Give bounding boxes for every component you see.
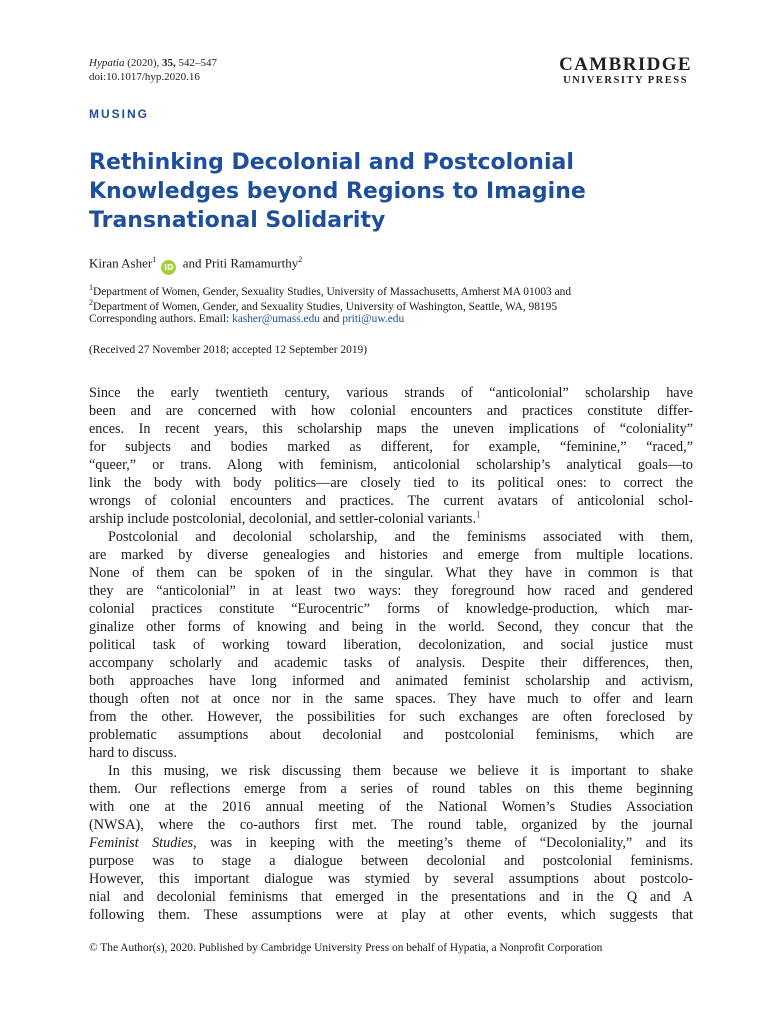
author-connector: and Priti Ramamurthy <box>182 255 299 271</box>
body-line: Since the early twentieth century, various strands of “anticolonial” scholarship have <box>89 385 693 401</box>
author-list <box>89 252 302 275</box>
article-title <box>89 148 649 235</box>
body-line: ginalize other forms of knowing and being in the world. Second, they concur that the <box>89 619 693 635</box>
affiliation-marker: 1 <box>152 255 157 264</box>
email-link-1[interactable]: kasher@umass.edu <box>232 313 321 325</box>
doi[interactable]: doi:10.1017/hyp.2020.16 <box>89 71 200 83</box>
logo-top-text: CAMBRIDGE <box>559 54 692 75</box>
affiliation-marker: 2 <box>89 298 93 307</box>
body-line: wrongs of colonial encounters and practices. The current avatars of anticolonial schol- <box>89 493 693 509</box>
body-line: political task of working toward liberation, decolonization, and social justice must <box>89 637 693 653</box>
body-line: In this musing, we risk discussing them because we believe it is important to shake <box>108 763 693 779</box>
body-line: are marked by diverse genealogies and histories and emerge from multiple locations. <box>89 547 693 563</box>
journal-reference <box>89 56 217 84</box>
affiliation-marker: 1 <box>89 283 93 292</box>
email-link-2[interactable]: priti@uw.edu <box>342 313 405 325</box>
received-dates: (Received 27 November 2018; accepted 12 September 2019) <box>89 344 368 356</box>
orcid-icon[interactable]: iD <box>161 260 176 275</box>
body-line <box>89 834 693 852</box>
footnote-marker[interactable]: 1 <box>476 510 481 520</box>
journal-year: (2020), <box>127 57 160 69</box>
email-connector: and <box>322 313 340 325</box>
body-line: colonial practices constitute “Eurocentric” forms of knowledge-production, which mar- <box>89 601 693 617</box>
body-line: problematic assumptions about decolonial and postcolonial feminisms, which are <box>89 727 693 743</box>
body-line <box>89 510 693 528</box>
journal-name: Hypatia <box>89 57 125 69</box>
body-line: for subjects and bodies marked as different, for example, “feminine,” “raced,” <box>89 439 693 455</box>
title-line: Transnational Solidarity <box>89 208 386 233</box>
body-line: However, this important dialogue was stymied by several assumptions about postcolo- <box>89 871 693 887</box>
affiliation-marker: 2 <box>298 255 303 264</box>
body-line: hard to discuss. <box>89 745 177 761</box>
affiliation-text: Department of Women, Gender, Sexuality Studies, University of Massachusetts, Amherst MA 01003 and <box>93 285 572 298</box>
title-line: Knowledges beyond Regions to Imagine <box>89 179 586 204</box>
body-line: though often not at once nor in the same spaces. They have much to offer and learn <box>89 691 693 707</box>
section-label: MUSING <box>89 107 149 121</box>
affiliation-text: Department of Women, Gender, and Sexuality Studies, University of Washington, Seattle, WA, 98195 <box>93 300 558 313</box>
corresponding-authors <box>89 312 404 326</box>
body-line: nial and decolonial feminisms that emerged in the presentations and in the Q and A <box>89 889 693 905</box>
body-line: accompany scholarly and academic tasks of analysis. Despite their differences, then, <box>89 655 693 671</box>
body-line: following them. These assumptions were at play at other events, which suggests that <box>89 907 693 923</box>
body-line: None of them can be spoken of in the singular. What they have in common is that <box>89 565 693 581</box>
body-line: link the body with body politics—are closely tied to its political ones: to correct the <box>89 475 693 491</box>
journal-volume: 35, <box>162 57 176 69</box>
body-line: them. Our reflections emerge from a series of round tables on this theme beginning <box>89 781 693 797</box>
article-body <box>89 384 693 924</box>
title-line: Rethinking Decolonial and Postcolonial <box>89 150 574 175</box>
cambridge-logo <box>559 55 692 87</box>
body-line: both approaches have long informed and animated feminist scholarship and activism, <box>89 673 693 689</box>
journal-pages: 542–547 <box>178 57 218 69</box>
body-line: ences. In recent years, this scholarship maps the uneven implications of “coloniality” <box>89 421 693 437</box>
body-line: (NWSA), where the co-authors first met. The round table, organized by the journal <box>89 817 693 833</box>
body-text: , was in keeping with the meeting’s theme of “Decoloniality,” and its <box>193 835 693 851</box>
body-text: arship include postcolonial, decolonial, and settler-colonial variants. <box>89 511 476 527</box>
citation-line <box>89 56 217 70</box>
body-line: been and are concerned with how colonial encounters and practices constitute differ- <box>89 403 693 419</box>
copyright-footer: © The Author(s), 2020. Published by Cambridge University Press on behalf of Hypatia, a Nonprofit Corporation <box>89 942 603 954</box>
body-line: “queer,” or trans. Along with feminism, anticolonial scholarship’s analytical goals—to <box>89 457 693 473</box>
body-line: Postcolonial and decolonial scholarship, and the feminisms associated with them, <box>108 529 693 545</box>
journal-title-italic: Feminist Studies <box>89 835 194 851</box>
logo-bottom-text: UNIVERSITY PRESS <box>563 75 688 86</box>
body-line: they are “anticolonial” in at least two ways: they foreground how raced and gendered <box>89 583 693 599</box>
body-line: with one at the 2016 annual meeting of the National Women’s Studies Association <box>89 799 693 815</box>
corresponding-label: Corresponding authors. Email: <box>89 313 230 325</box>
author-name: Kiran Asher <box>89 255 153 271</box>
body-line: from the other. However, the possibilities for such exchanges are often foreclosed by <box>89 709 693 725</box>
body-line: purpose was to stage a dialogue between decolonial and postcolonial feminisms. <box>89 853 693 869</box>
